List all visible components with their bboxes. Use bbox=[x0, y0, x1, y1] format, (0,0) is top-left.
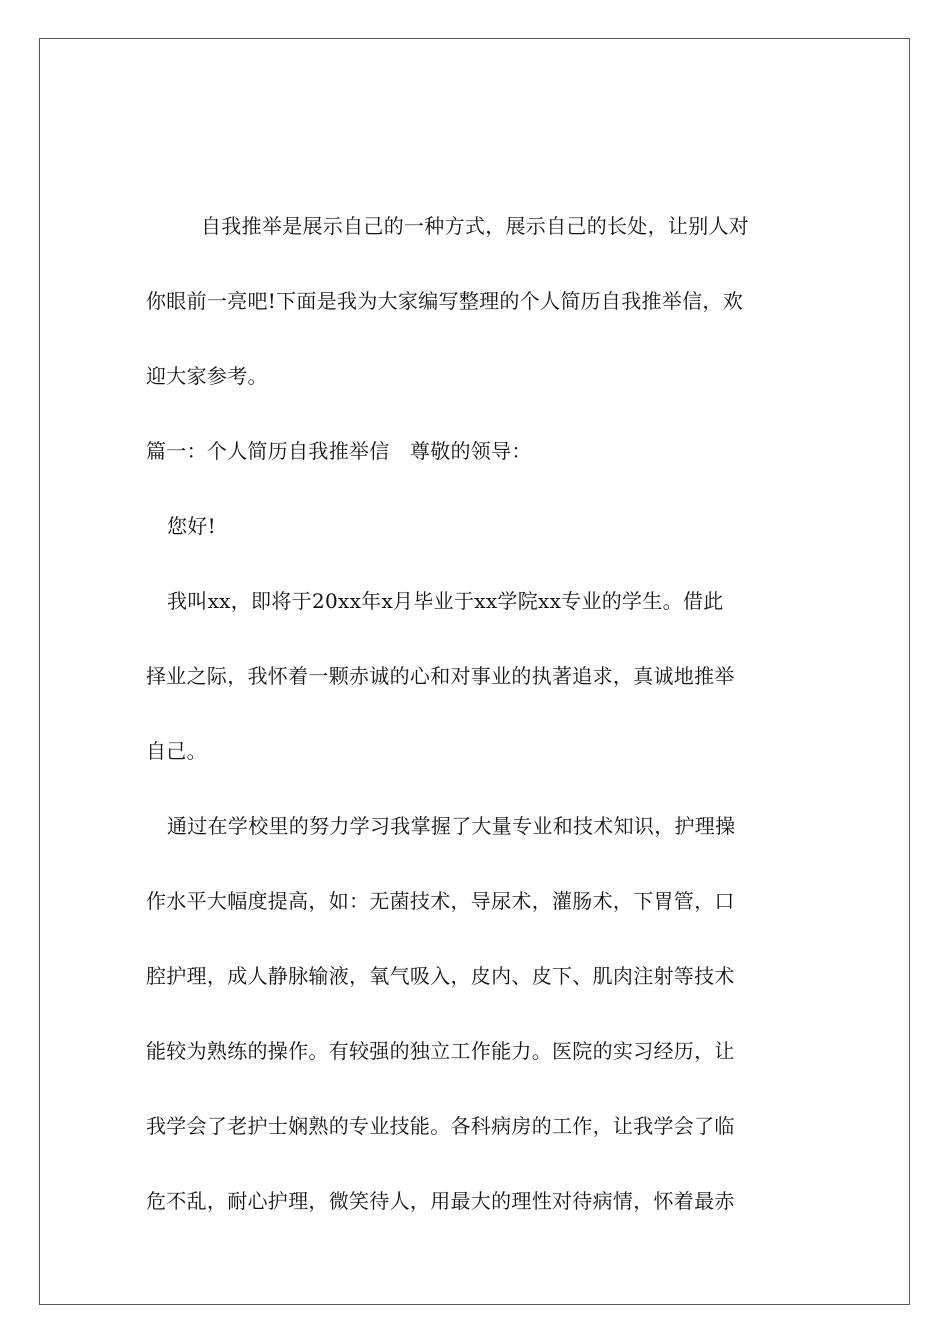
paragraph-1-line-2: 择业之际，我怀着一颗赤诚的心和对事业的执著追求，真诚地推举 bbox=[146, 664, 735, 688]
intro-line-2: 你眼前一亮吧!下面是我为大家编写整理的个人简历自我推举信，欢 bbox=[146, 289, 744, 313]
section-heading: 篇一：个人简历自我推举信 尊敬的领导： bbox=[146, 439, 532, 463]
greeting: 您好! bbox=[167, 514, 216, 538]
intro-line-1: 自我推举是展示自己的一种方式，展示自己的长处，让别人对 bbox=[201, 214, 750, 238]
paragraph-1-line-3: 自己。 bbox=[146, 739, 207, 763]
paragraph-1-line-1: 我叫xx，即将于20xx年x月毕业于xx学院xx专业的学生。借此 bbox=[167, 589, 724, 613]
paragraph-2-line-5: 我学会了老护士娴熟的专业技能。各科病房的工作，让我学会了临 bbox=[146, 1114, 735, 1138]
paragraph-2-line-6: 危不乱，耐心护理，微笑待人，用最大的理性对待病情，怀着最赤 bbox=[146, 1189, 735, 1213]
paragraph-2-line-2: 作水平大幅度提高，如：无菌技术，导尿术，灌肠术，下胃管，口 bbox=[146, 889, 735, 913]
intro-line-3: 迎大家参考。 bbox=[146, 364, 268, 388]
paragraph-2-line-4: 能较为熟练的操作。有较强的独立工作能力。医院的实习经历，让 bbox=[146, 1039, 735, 1063]
paragraph-2-line-1: 通过在学校里的努力学习我掌握了大量专业和技术知识，护理操 bbox=[167, 814, 736, 838]
paragraph-2-line-3: 腔护理，成人静脉输液，氧气吸入，皮内、皮下、肌肉注射等技术 bbox=[146, 964, 735, 988]
